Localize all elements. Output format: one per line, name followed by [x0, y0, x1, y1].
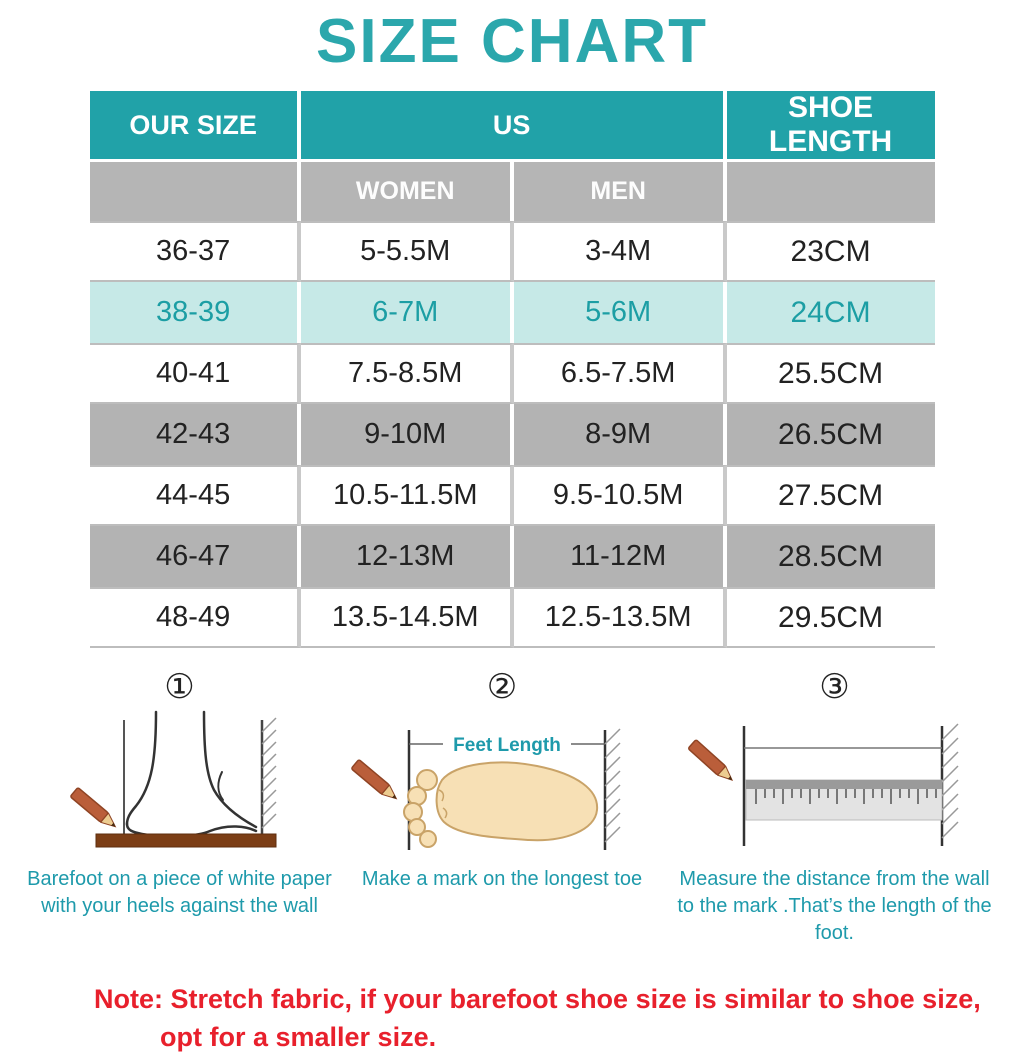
cell-men: 6.5-7.5M [514, 343, 727, 404]
cell-our-size: 36-37 [90, 221, 301, 282]
cell-our-size: 40-41 [90, 343, 301, 404]
subheader-empty-right [727, 162, 935, 221]
step-2-caption: Make a mark on the longest toe [361, 868, 643, 890]
table-header-row [90, 91, 935, 162]
cell-men: 11-12M [514, 526, 727, 587]
feet-length-measure [409, 735, 605, 756]
note [94, 981, 1024, 1057]
note-line2: opt for a smaller size. [160, 1021, 437, 1052]
wall-hatch-icon [262, 718, 276, 834]
step-3 [652, 670, 1017, 947]
page-title: SIZE CHART [316, 7, 708, 76]
wall-hatch-icon [942, 724, 958, 846]
cell-women: 9-10M [301, 404, 514, 465]
step-2 [352, 670, 652, 947]
cell-our-size: 42-43 [90, 404, 301, 465]
table-row-highlighted [90, 282, 935, 343]
note-line1: Note: Stretch fabric, if your barefoot shoe size is similar to shoe size, [94, 984, 981, 1014]
cell-men: 9.5-10.5M [514, 465, 727, 526]
feet-length-label: Feet Length [453, 735, 561, 756]
table-row [90, 587, 935, 648]
cell-men: 8-9M [514, 404, 727, 465]
cell-our-size: 38-39 [90, 282, 301, 343]
step-1-caption: Barefoot on a piece of white paper with your heels against the wall [27, 868, 332, 917]
cell-men: 12.5-13.5M [514, 587, 727, 648]
cell-length: 23CM [727, 221, 935, 282]
wall-hatch-icon [605, 729, 620, 850]
cell-women: 6-7M [301, 282, 514, 343]
pencil-icon [687, 740, 735, 785]
step-2-number: ② [486, 668, 518, 706]
table-row [90, 404, 935, 465]
cell-women: 5-5.5M [301, 221, 514, 282]
header-our-size: OUR SIZE [90, 91, 301, 162]
cell-women: 10.5-11.5M [301, 465, 514, 526]
measuring-steps [7, 670, 1017, 947]
cell-length: 24CM [727, 282, 935, 343]
cell-men: 5-6M [514, 282, 727, 343]
footprint-icon [404, 762, 597, 847]
header-shoe-length: SHOE LENGTH [727, 91, 935, 162]
ruler-icon [746, 780, 942, 820]
subheader-women: WOMEN [301, 162, 514, 221]
step-1 [7, 670, 352, 947]
pencil-icon [70, 787, 119, 831]
table-subheader-row [90, 162, 935, 221]
size-table [90, 91, 935, 648]
cell-length: 28.5CM [727, 526, 935, 587]
footprint-measure-illustration [347, 708, 657, 858]
step-3-caption: Measure the distance from the wall to the mark .That’s the length of the foot. [677, 868, 992, 944]
cell-our-size: 48-49 [90, 587, 301, 648]
ruler-measure-illustration [680, 708, 990, 858]
step-3-number: ③ [819, 668, 850, 706]
step-1-number: ① [164, 668, 195, 706]
table-row [90, 343, 935, 404]
foot-against-wall-illustration [40, 708, 320, 858]
foot-side-icon [127, 712, 256, 837]
table-row [90, 465, 935, 526]
cell-women: 12-13M [301, 526, 514, 587]
cell-length: 27.5CM [727, 465, 935, 526]
cell-length: 25.5CM [727, 343, 935, 404]
paper-board-icon [96, 834, 276, 847]
cell-length: 26.5CM [727, 404, 935, 465]
subheader-empty-left [90, 162, 301, 221]
cell-women: 7.5-8.5M [301, 343, 514, 404]
cell-our-size: 44-45 [90, 465, 301, 526]
cell-men: 3-4M [514, 221, 727, 282]
cell-women: 13.5-14.5M [301, 587, 514, 648]
header-us: US [301, 91, 727, 162]
table-row [90, 526, 935, 587]
cell-length: 29.5CM [727, 587, 935, 648]
pencil-icon [351, 759, 400, 803]
cell-our-size: 46-47 [90, 526, 301, 587]
table-row [90, 221, 935, 282]
subheader-men: MEN [514, 162, 727, 221]
